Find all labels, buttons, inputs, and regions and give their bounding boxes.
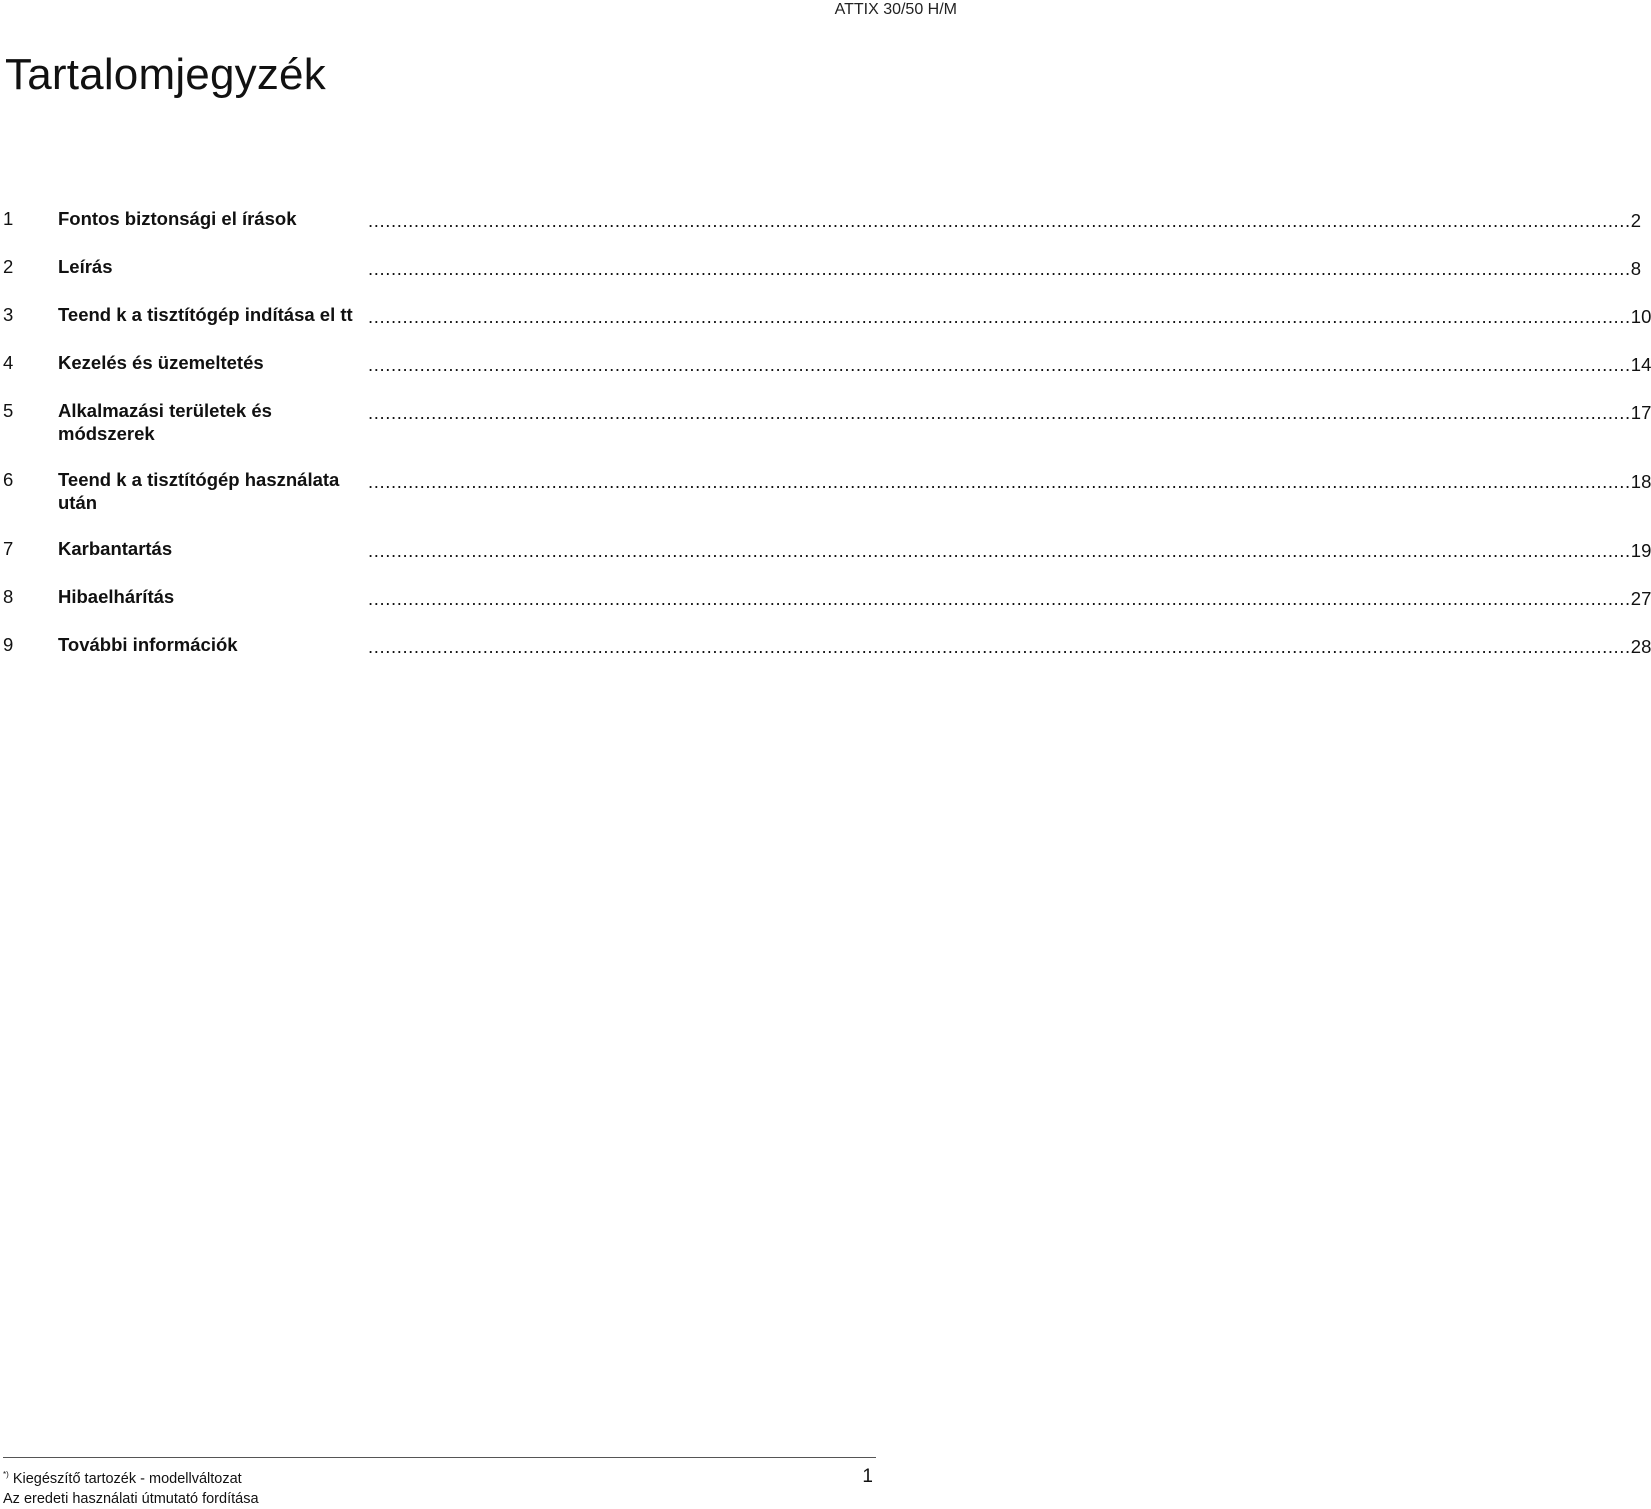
toc-entry-1[interactable] bbox=[3, 207, 1642, 232]
toc-page-number: 19 bbox=[1630, 540, 1651, 561]
toc-title: Teend k a tisztítógép használata után bbox=[58, 469, 340, 513]
dot-leader: ............................................................................................................................................................................................................................ 10 bbox=[368, 306, 1651, 327]
toc-entry-5[interactable] bbox=[3, 399, 1651, 445]
footer-divider bbox=[3, 1457, 876, 1458]
toc-entry-3[interactable] bbox=[3, 303, 1651, 328]
toc-number: 5 bbox=[3, 400, 14, 421]
dot-leader: ............................................................................................................................................................................................................................ 14 bbox=[368, 354, 1651, 375]
translation-note: Az eredeti használati útmutató fordítása bbox=[3, 1491, 259, 1507]
toc-number: 7 bbox=[3, 538, 14, 559]
toc-title: Kezelés és üzemeltetés bbox=[58, 352, 264, 373]
toc-number: 4 bbox=[3, 352, 14, 373]
toc-page-number: 28 bbox=[1630, 636, 1651, 657]
toc-number: 9 bbox=[3, 634, 14, 655]
toc-page-number: 2 bbox=[1630, 210, 1642, 231]
toc-entry-8[interactable] bbox=[3, 585, 1651, 610]
toc-entry-9[interactable] bbox=[3, 633, 1651, 658]
toc-entry-6[interactable] bbox=[3, 468, 1651, 514]
toc-number: 6 bbox=[3, 469, 14, 490]
toc-title: Fontos biztonsági el írások bbox=[58, 208, 297, 229]
toc-title: Hibaelhárítás bbox=[58, 586, 175, 607]
toc-page-number: 10 bbox=[1630, 306, 1651, 327]
toc-entry-4[interactable] bbox=[3, 351, 1651, 376]
table-of-contents bbox=[3, 207, 1651, 681]
toc-entry-7[interactable] bbox=[3, 537, 1651, 562]
toc-page-number: 27 bbox=[1630, 588, 1651, 609]
toc-page-number: 18 bbox=[1630, 471, 1651, 492]
dot-leader: ............................................................................................................................................................................................................................ 19 bbox=[368, 540, 1651, 561]
toc-page-number: 14 bbox=[1630, 354, 1651, 375]
dot-leader: ............................................................................................................................................................................................................................ 28 bbox=[368, 636, 1651, 657]
page-title: Tartalomjegyzék bbox=[5, 50, 326, 99]
dot-leader: ............................................................................................................................................................................................................................ 2 bbox=[368, 210, 1642, 231]
dot-leader: ............................................................................................................................................................................................................................ 17 bbox=[368, 402, 1651, 423]
toc-title: További információk bbox=[58, 634, 238, 655]
toc-number: 2 bbox=[3, 256, 14, 277]
toc-title: Karbantartás bbox=[58, 538, 173, 559]
dot-leader: ............................................................................................................................................................................................................................ 27 bbox=[368, 588, 1651, 609]
footnote-marker: *) bbox=[3, 1470, 9, 1479]
toc-number: 1 bbox=[3, 208, 14, 229]
page-number: 1 bbox=[862, 1466, 873, 1487]
toc-page-number: 8 bbox=[1630, 258, 1642, 279]
toc-entry-2[interactable] bbox=[3, 255, 1642, 280]
model-label: ATTIX 30/50 H/M bbox=[834, 1, 957, 18]
footer-notes bbox=[3, 1465, 259, 1509]
toc-title: Leírás bbox=[58, 256, 113, 277]
accessory-footnote bbox=[3, 1465, 259, 1489]
dot-leader: ............................................................................................................................................................................................................................ 8 bbox=[368, 258, 1642, 279]
toc-title: Alkalmazási területek és módszerek bbox=[58, 400, 272, 444]
toc-page-number: 17 bbox=[1630, 402, 1651, 423]
footnote-text: Kiegészítő tartozék - modellváltozat bbox=[12, 1471, 242, 1487]
toc-title: Teend k a tisztítógép indítása el tt bbox=[58, 304, 353, 325]
toc-number: 8 bbox=[3, 586, 14, 607]
toc-number: 3 bbox=[3, 304, 14, 325]
dot-leader: ............................................................................................................................................................................................................................ 18 bbox=[368, 471, 1651, 492]
